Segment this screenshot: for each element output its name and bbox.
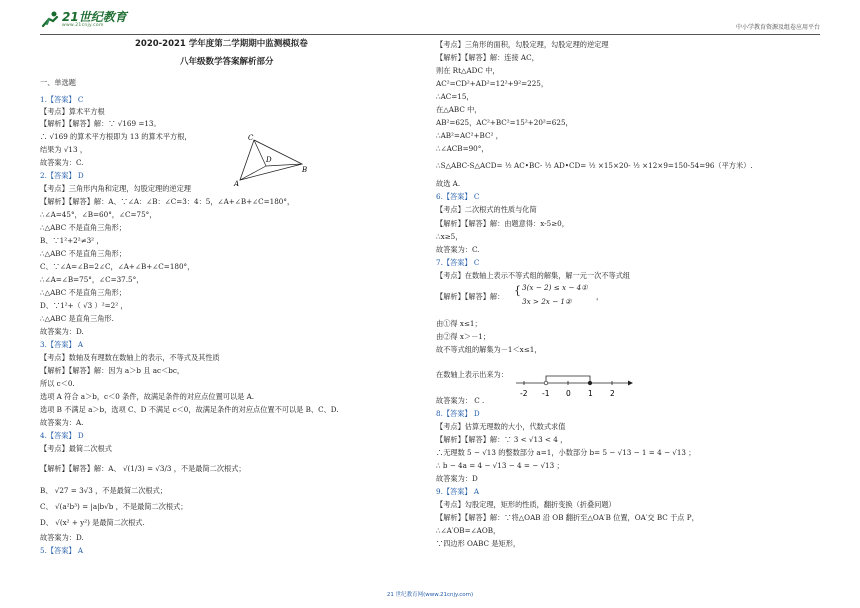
page-header — [40, 8, 820, 35]
left-text-line: 【解析】【解答】解：∵ √169 =13。 — [40, 119, 161, 128]
left-text-line: 八年级数学答案解析部分 — [180, 57, 274, 67]
platform-name: 中小学教育资源及组卷应用平台 — [735, 24, 820, 31]
right-text-line: 【解析】【解答】解：∵ 3 < √13 < 4 ， — [436, 435, 568, 444]
left-text-line: 【考点】最简二次根式 — [40, 444, 112, 453]
label-D: D — [266, 156, 272, 164]
left-text-line: 结果为 √13 ， — [40, 145, 88, 154]
left-text-line: 【解析】【解答】解：因为 a＞b 且 ac＜bc， — [40, 366, 185, 375]
right-text-line: 8.【答案】 D — [436, 409, 480, 418]
right-text-line: 【考点】估算无理数的大小，代数式求值 — [436, 422, 566, 431]
logo-url: www.21cnjy.com — [62, 22, 104, 28]
left-text-line: 故答案为：A. — [40, 418, 84, 427]
right-text-line: 故不等式组的解集为－1＜x≤1， — [436, 345, 542, 354]
left-text-line: 【考点】算术平方根 — [40, 107, 105, 116]
left-text-line: ∴∠A=∠B=75°，∠C=37.5°， — [40, 275, 144, 284]
right-text-line: AB²=625，AC²+BC²=15²+20²=625， — [436, 118, 573, 127]
right-text-line: ∴S△ABC-S△ACD= ½ AC•BC- ½ AD•CD= ½ ×15×20- ½ ×12×9=150-54=96（平方米）. — [436, 161, 753, 170]
left-text-line: ∴△ABC 不是直角三角形； — [40, 288, 126, 297]
right-text-line: 故答案为：C. — [436, 245, 480, 254]
left-text-line: 选项 A 符合 a＞b，c＜0 条件，故满足条件的对应点位置可以是 A. — [40, 392, 255, 401]
right-text-line: 【考点】在数轴上表示不等式组的解集，解一元一次不等式组 — [436, 271, 631, 280]
right-text-line: ∴∠ACB=90°， — [436, 144, 489, 153]
left-text-line: B、 √27 = 3√3 ，不是最简二次根式； — [40, 486, 167, 495]
left-text-line: C、 √(a²b³) = |a|b√b ，不是最简二次根式； — [40, 502, 188, 511]
tick-label: 1 — [588, 389, 593, 398]
right-text-line: 在数轴上表示出来为： — [436, 370, 508, 379]
brace-icon: { — [514, 284, 521, 297]
open-endpoint — [544, 381, 548, 385]
closed-endpoint — [588, 381, 592, 385]
left-text-line: ∴△ABC 是直角三角形. — [40, 314, 114, 323]
right-text-line: 故答案为：D — [436, 474, 478, 483]
right-text-line: 【考点】勾股定理，矩形的性质，翻折变换（折叠问题） — [436, 500, 616, 509]
left-text-line: D、∵1²+（ √3 ）²=2² ， — [40, 301, 128, 310]
left-text-line: B、∵1²+2²≠3² ， — [40, 236, 104, 245]
left-text-line: 【考点】数轴及有理数在数轴上的表示，不等式及其性质 — [40, 353, 220, 362]
q7-tail: ， — [596, 292, 604, 301]
left-text-line: ∴∠A=45°，∠B=60°，∠C=75°， — [40, 210, 157, 219]
right-text-line: 由②得 x＞－1； — [436, 332, 491, 341]
right-text-line: 7.【答案】 C — [436, 258, 480, 267]
right-text-line: 故答案为： C . — [436, 396, 485, 405]
tick-label: 2 — [610, 389, 615, 398]
right-text-line: ∴ b − 4a = 4 − √13 − 4 = − √13 ； — [436, 461, 564, 470]
right-text-line: 由①得 x≤1； — [436, 319, 482, 328]
left-text-line: 选项 B 不满足 a＞b，选项 C、D 不满足 c＜0，故满足条件的对应点位置不可以是 B、C、D. — [40, 405, 339, 414]
q7-eq2: 3x > 2x − 1② — [522, 297, 572, 306]
q7-eq1: 3(x − 2) ≤ x − 4① — [522, 283, 588, 292]
runner-logo-icon — [40, 10, 62, 28]
left-text-line: 2020-2021 学年度第二学期期中监测模拟卷 — [135, 39, 308, 49]
left-text-line: ∴△ABC 不是直角三角形； — [40, 223, 126, 232]
left-text-line: 3.【答案】 A — [40, 340, 84, 349]
left-text-line: 1.【答案】 C — [40, 95, 84, 104]
right-text-line: 【考点】三角形的面积，勾股定理，勾股定理的逆定理 — [436, 40, 609, 49]
left-text-line: 故答案为：C. — [40, 158, 84, 167]
left-text-line: 故答案为：D. — [40, 327, 84, 336]
page-footer[interactable]: 21 世纪教育网(www.21cnjy.com) — [386, 592, 474, 598]
left-text-line: 一、单选题 — [40, 78, 76, 87]
right-text-line: ∴x≥5， — [436, 232, 463, 241]
right-text-line: 【解析】【解答】解：∵将△OAB 沿 OB 翻折至△OA′B 位置，OA′交 BC 于点 P， — [436, 513, 699, 522]
right-text-line: ∴AB²=AC²+BC² ， — [436, 131, 503, 140]
right-text-line: ∴AC=15， — [436, 92, 474, 101]
left-text-line: 5.【答案】 A — [40, 546, 84, 555]
right-text-line: ∴∠A′OB=∠AOB， — [436, 526, 501, 535]
right-text-line: 6.【答案】 C — [436, 192, 480, 201]
q7-system — [436, 292, 504, 301]
left-text-line: 【解析】【解答】解：A、 √(1/3) = √3/3 ，不是最简二次根式； — [40, 464, 246, 473]
tick-label: -1 — [542, 389, 550, 398]
left-text-line: 【考点】三角形内角和定理，勾股定理的逆定理 — [40, 184, 191, 193]
left-text-line: 所以 c＜0. — [40, 379, 75, 388]
q7-label: 【解析】【解答】解： — [436, 292, 505, 301]
right-text-line: 【考点】二次根式的性质与化简 — [436, 205, 537, 214]
tick-label: -2 — [520, 389, 528, 398]
right-text-line: 【解析】【解答】解：连接 AC， — [436, 53, 539, 62]
right-text-line: 则在 Rt△ADC 中， — [436, 66, 500, 75]
label-C: C — [248, 134, 254, 142]
left-text-line: D、 √(x² + y²) 是最简二次根式. — [40, 518, 145, 527]
left-text-line: C、∵∠A=∠B=2∠C，∠A+∠B+∠C=180°， — [40, 262, 195, 271]
right-text-line: ∴无理数 5 − √13 的整数部分 a=1，小数部分 b= 5 − √13 − 1 = 4 − √13 ； — [436, 448, 696, 457]
label-B: B — [302, 166, 308, 174]
site-logo[interactable] — [40, 10, 127, 28]
right-text-line: ∵四边形 OABC 是矩形， — [436, 539, 521, 548]
left-text-line: 故答案为：D. — [40, 533, 84, 542]
tick-label: 0 — [566, 389, 571, 398]
left-text-line: 4.【答案】 D — [40, 431, 84, 440]
right-text-line: 在△ABC 中， — [436, 105, 482, 114]
right-text-line: AC²=CD²+AD²=12²+9²=225， — [436, 79, 549, 88]
left-text-line: 2.【答案】 D — [40, 171, 84, 180]
left-text-line: 【解析】【解答】解：A、∵∠A：∠B：∠C=3：4：5，∠A+∠B+∠C=180°， — [40, 197, 295, 206]
label-A: A — [234, 180, 240, 187]
left-text-line: ∴△ABC 不是直角三角形； — [40, 249, 126, 258]
number-line — [514, 373, 634, 399]
left-text-line: ∴ √169 的算术平方根即为 13 的算术平方根， — [40, 132, 192, 141]
right-text-line: 故选 A. — [436, 179, 461, 188]
right-text-line: 【解析】【解答】解：由题意得：x-5≥0， — [436, 219, 569, 228]
triangle-figure — [232, 132, 312, 187]
logo-text: 21世纪教育 — [62, 9, 127, 24]
right-text-line: 9.【答案】 A — [436, 487, 480, 496]
